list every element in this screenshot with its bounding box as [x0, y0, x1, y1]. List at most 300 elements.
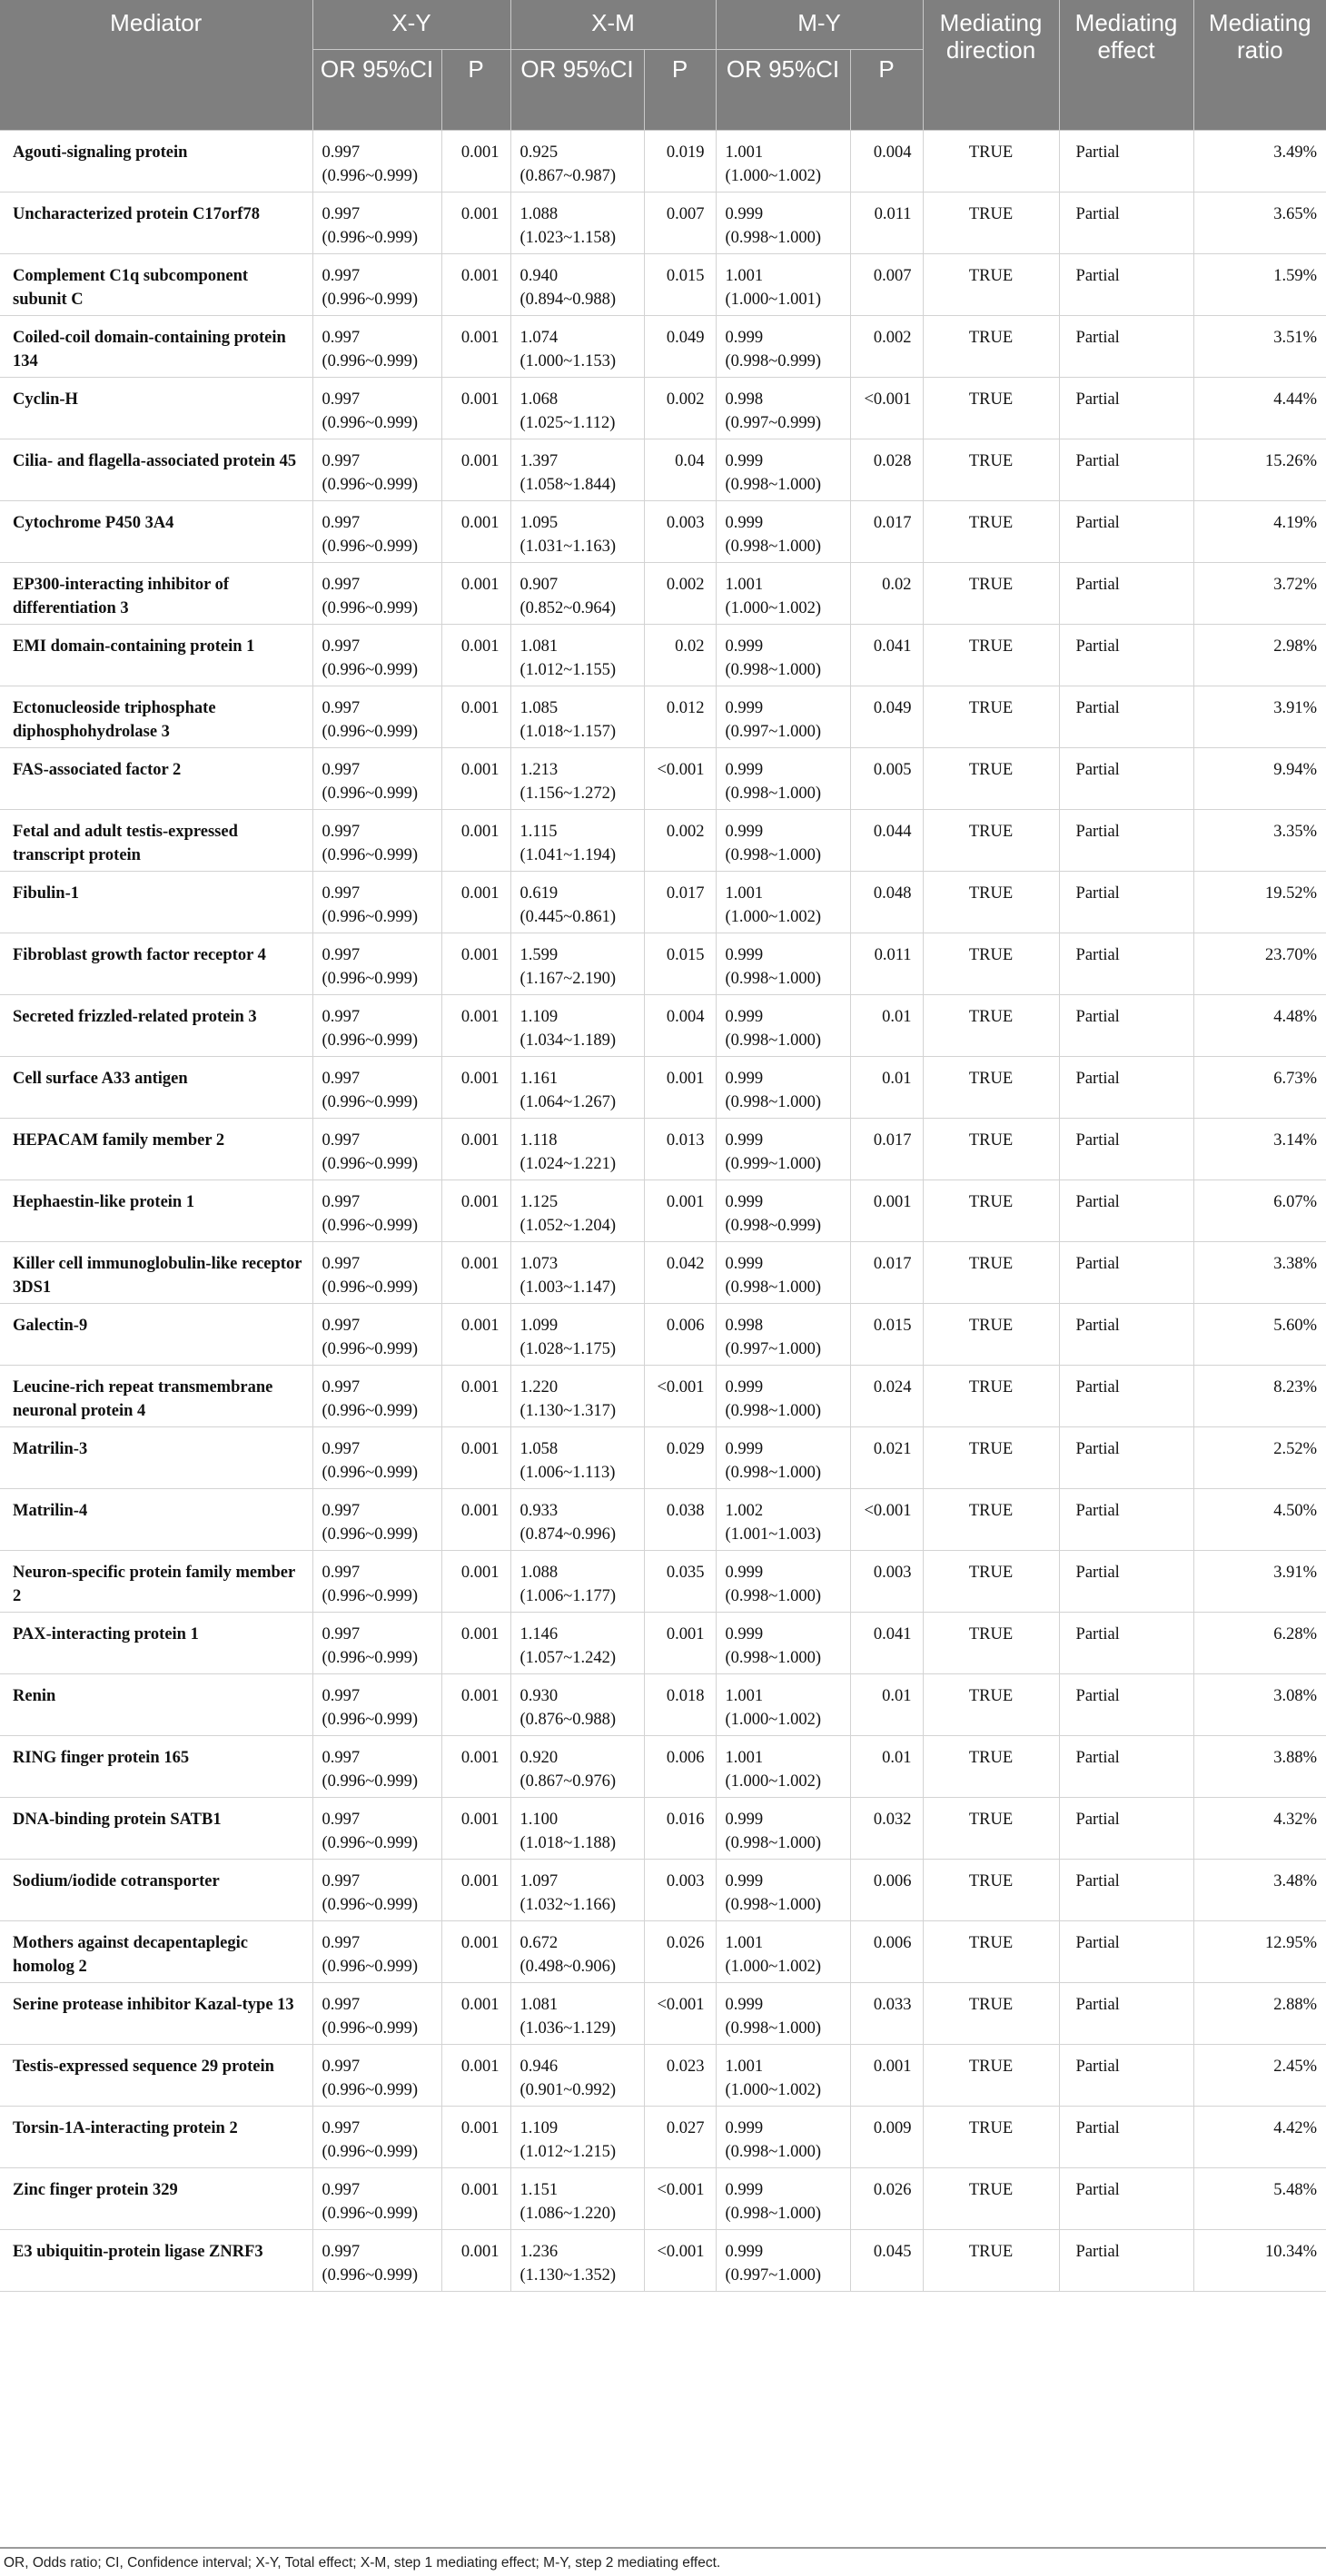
confidence-interval-value: (1.003~1.147) [520, 1278, 617, 1297]
odds-ratio-value: 0.997 [322, 2119, 361, 2137]
table-row [0, 625, 1326, 686]
odds-ratio-value: 1.213 [520, 761, 559, 779]
odds-ratio-value: 1.151 [520, 2181, 559, 2199]
table-row [0, 378, 1326, 439]
xm-or-ci-cell [510, 872, 644, 933]
confidence-interval-value: (0.998~1.000) [725, 970, 822, 988]
mediator-name: Torsin-1A-interacting protein 2 [0, 2107, 312, 2168]
xm-or-ci-cell [510, 2230, 644, 2292]
xm-or-ci-cell [510, 1551, 644, 1613]
xm-or-ci-cell [510, 1798, 644, 1860]
xy-p-value: 0.001 [441, 1860, 510, 1921]
odds-ratio-value: 0.999 [725, 823, 764, 841]
confidence-interval-value: (0.996~0.999) [322, 352, 419, 370]
xm-or-ci-cell [510, 1242, 644, 1304]
xm-or-ci-cell [510, 1119, 644, 1180]
xy-p-value: 0.001 [441, 1489, 510, 1551]
xm-p-value: <0.001 [644, 748, 716, 810]
odds-ratio-value: 1.115 [520, 823, 558, 841]
xy-p-value: 0.001 [441, 1921, 510, 1983]
confidence-interval-value: (0.996~0.999) [322, 1958, 419, 1976]
my-or-ci-cell [716, 1798, 850, 1860]
confidence-interval-value: (0.894~0.988) [520, 291, 617, 309]
odds-ratio-value: 0.997 [322, 1811, 361, 1829]
my-or-ci-cell [716, 1613, 850, 1674]
table-row [0, 748, 1326, 810]
my-or-ci-cell [716, 1242, 850, 1304]
my-or-ci-cell [716, 2230, 850, 2292]
table-row [0, 1674, 1326, 1736]
xy-or-ci-cell [312, 933, 441, 995]
mediating-direction-value: TRUE [923, 1551, 1059, 1613]
xy-or-ci-cell [312, 2045, 441, 2107]
mediating-ratio-value: 3.72% [1193, 563, 1326, 625]
mediating-effect-value: Partial [1059, 1119, 1193, 1180]
mediating-effect-value: Partial [1059, 2107, 1193, 2168]
mediating-ratio-value: 8.23% [1193, 1366, 1326, 1427]
confidence-interval-value: (1.006~1.177) [520, 1587, 617, 1605]
confidence-interval-value: (1.023~1.158) [520, 229, 617, 247]
confidence-interval-value: (0.998~1.000) [725, 1649, 822, 1667]
xy-or-ci-cell [312, 748, 441, 810]
table-row [0, 1798, 1326, 1860]
header-mediator: Mediator [0, 0, 312, 131]
odds-ratio-value: 0.999 [725, 2243, 764, 2261]
xy-or-ci-cell [312, 2230, 441, 2292]
mediating-effect-value: Partial [1059, 995, 1193, 1057]
odds-ratio-value: 0.999 [725, 1255, 764, 1273]
confidence-interval-value: (0.996~0.999) [322, 785, 419, 803]
confidence-interval-value: (1.024~1.221) [520, 1155, 617, 1173]
xm-p-value: 0.004 [644, 995, 716, 1057]
xy-p-value: 0.001 [441, 1242, 510, 1304]
mediator-name: Agouti-signaling protein [0, 131, 312, 192]
my-or-ci-cell [716, 378, 850, 439]
table-row [0, 2045, 1326, 2107]
mediating-effect-value: Partial [1059, 501, 1193, 563]
confidence-interval-value: (0.998~1.000) [725, 846, 822, 864]
my-p-value: 0.049 [850, 686, 923, 748]
xy-or-ci-cell [312, 995, 441, 1057]
odds-ratio-value: 0.997 [322, 823, 361, 841]
mediating-direction-value: TRUE [923, 1983, 1059, 2045]
my-p-value: 0.032 [850, 1798, 923, 1860]
confidence-interval-value: (0.996~0.999) [322, 476, 419, 494]
mediating-ratio-value: 3.65% [1193, 192, 1326, 254]
mediator-name: Killer cell immunoglobulin-like receptor 3DS1 [0, 1242, 312, 1304]
xm-or-ci-cell [510, 1921, 644, 1983]
confidence-interval-value: (0.998~1.000) [725, 785, 822, 803]
table-row [0, 131, 1326, 192]
mediating-effect-value: Partial [1059, 1613, 1193, 1674]
mediating-ratio-value: 2.98% [1193, 625, 1326, 686]
mediating-ratio-value: 6.07% [1193, 1180, 1326, 1242]
mediating-effect-value: Partial [1059, 686, 1193, 748]
odds-ratio-value: 0.999 [725, 1440, 764, 1458]
table-body [0, 131, 1326, 2292]
odds-ratio-value: 1.097 [520, 1872, 559, 1890]
odds-ratio-value: 0.997 [322, 452, 361, 470]
confidence-interval-value: (0.876~0.988) [520, 1711, 617, 1729]
odds-ratio-value: 0.997 [322, 2181, 361, 2199]
mediating-effect-value: Partial [1059, 1304, 1193, 1366]
xy-p-value: 0.001 [441, 1119, 510, 1180]
table-row [0, 1304, 1326, 1366]
mediating-effect-value: Partial [1059, 316, 1193, 378]
mediating-ratio-value: 4.50% [1193, 1489, 1326, 1551]
mediating-direction-value: TRUE [923, 748, 1059, 810]
my-p-value: 0.001 [850, 1180, 923, 1242]
mediator-name: Cilia- and flagella-associated protein 45 [0, 439, 312, 501]
confidence-interval-value: (1.036~1.129) [520, 2019, 617, 2038]
odds-ratio-value: 1.068 [520, 390, 559, 409]
mediating-direction-value: TRUE [923, 686, 1059, 748]
odds-ratio-value: 1.074 [520, 329, 559, 347]
xm-or-ci-cell [510, 1180, 644, 1242]
confidence-interval-value: (0.445~0.861) [520, 908, 617, 926]
xm-or-ci-cell [510, 933, 644, 995]
odds-ratio-value: 1.220 [520, 1378, 559, 1397]
mediator-name: FAS-associated factor 2 [0, 748, 312, 810]
xy-p-value: 0.001 [441, 316, 510, 378]
mediating-direction-value: TRUE [923, 1180, 1059, 1242]
mediator-name: Matrilin-3 [0, 1427, 312, 1489]
confidence-interval-value: (1.052~1.204) [520, 1217, 617, 1235]
xy-p-value: 0.001 [441, 1304, 510, 1366]
confidence-interval-value: (0.996~0.999) [322, 229, 419, 247]
my-p-value: 0.044 [850, 810, 923, 872]
confidence-interval-value: (0.998~1.000) [725, 229, 822, 247]
xm-or-ci-cell [510, 1613, 644, 1674]
mediator-name: Leucine-rich repeat transmembrane neuronal protein 4 [0, 1366, 312, 1427]
mediating-ratio-value: 2.88% [1193, 1983, 1326, 2045]
xm-p-value: 0.012 [644, 686, 716, 748]
mediating-effect-value: Partial [1059, 1921, 1193, 1983]
xm-or-ci-cell [510, 2107, 644, 2168]
mediating-effect-value: Partial [1059, 1860, 1193, 1921]
xm-p-value: 0.026 [644, 1921, 716, 1983]
odds-ratio-value: 0.907 [520, 576, 559, 594]
xy-or-ci-cell [312, 1674, 441, 1736]
mediating-direction-value: TRUE [923, 131, 1059, 192]
my-or-ci-cell [716, 1551, 850, 1613]
mediating-direction-value: TRUE [923, 1304, 1059, 1366]
confidence-interval-value: (0.996~0.999) [322, 599, 419, 617]
xm-p-value: 0.029 [644, 1427, 716, 1489]
confidence-interval-value: (1.000~1.002) [725, 1772, 822, 1791]
odds-ratio-value: 1.001 [725, 576, 764, 594]
odds-ratio-value: 0.997 [322, 1687, 361, 1705]
odds-ratio-value: 1.109 [520, 2119, 559, 2137]
mediating-direction-value: TRUE [923, 625, 1059, 686]
confidence-interval-value: (1.000~1.002) [725, 1711, 822, 1729]
odds-ratio-value: 0.920 [520, 1749, 559, 1767]
odds-ratio-value: 0.997 [322, 143, 361, 162]
header-xy-or-ci: OR 95%CI [312, 50, 441, 131]
mediating-effect-value: Partial [1059, 439, 1193, 501]
odds-ratio-value: 0.997 [322, 1008, 361, 1026]
odds-ratio-value: 0.619 [520, 884, 559, 903]
my-or-ci-cell [716, 1427, 850, 1489]
odds-ratio-value: 0.999 [725, 1996, 764, 2014]
my-or-ci-cell [716, 1983, 850, 2045]
mediating-effect-value: Partial [1059, 1489, 1193, 1551]
xy-or-ci-cell [312, 625, 441, 686]
my-p-value: 0.007 [850, 254, 923, 316]
xm-p-value: 0.006 [644, 1736, 716, 1798]
odds-ratio-value: 1.001 [725, 143, 764, 162]
my-or-ci-cell [716, 1180, 850, 1242]
mediator-name: E3 ubiquitin-protein ligase ZNRF3 [0, 2230, 312, 2292]
odds-ratio-value: 1.125 [520, 1193, 559, 1211]
odds-ratio-value: 0.999 [725, 205, 764, 223]
xm-or-ci-cell [510, 1489, 644, 1551]
my-p-value: 0.001 [850, 2045, 923, 2107]
confidence-interval-value: (0.996~0.999) [322, 1772, 419, 1791]
xy-p-value: 0.001 [441, 2168, 510, 2230]
my-p-value: <0.001 [850, 378, 923, 439]
odds-ratio-value: 0.997 [322, 1440, 361, 1458]
confidence-interval-value: (0.998~1.000) [725, 1834, 822, 1852]
odds-ratio-value: 0.999 [725, 1811, 764, 1829]
confidence-interval-value: (0.996~0.999) [322, 1834, 419, 1852]
my-or-ci-cell [716, 254, 850, 316]
odds-ratio-value: 1.397 [520, 452, 559, 470]
my-or-ci-cell [716, 748, 850, 810]
xm-or-ci-cell [510, 563, 644, 625]
confidence-interval-value: (0.996~0.999) [322, 538, 419, 556]
confidence-interval-value: (0.999~1.000) [725, 1155, 822, 1173]
mediating-ratio-value: 2.45% [1193, 2045, 1326, 2107]
my-or-ci-cell [716, 439, 850, 501]
my-or-ci-cell [716, 1921, 850, 1983]
odds-ratio-value: 0.997 [322, 1193, 361, 1211]
confidence-interval-value: (0.997~0.999) [725, 414, 822, 432]
mediator-name: Galectin-9 [0, 1304, 312, 1366]
mediating-direction-value: TRUE [923, 1921, 1059, 1983]
odds-ratio-value: 0.997 [322, 637, 361, 656]
mediating-effect-value: Partial [1059, 1983, 1193, 2045]
xy-or-ci-cell [312, 563, 441, 625]
mediating-ratio-value: 3.14% [1193, 1119, 1326, 1180]
confidence-interval-value: (1.041~1.194) [520, 846, 617, 864]
table-row [0, 1489, 1326, 1551]
mediator-name: HEPACAM family member 2 [0, 1119, 312, 1180]
confidence-interval-value: (1.034~1.189) [520, 1031, 617, 1050]
my-p-value: 0.017 [850, 1119, 923, 1180]
xm-or-ci-cell [510, 439, 644, 501]
xm-or-ci-cell [510, 131, 644, 192]
mediating-direction-value: TRUE [923, 501, 1059, 563]
my-or-ci-cell [716, 1860, 850, 1921]
confidence-interval-value: (0.996~0.999) [322, 1340, 419, 1358]
xm-or-ci-cell [510, 192, 644, 254]
xm-or-ci-cell [510, 1366, 644, 1427]
header-my-or-ci: OR 95%CI [716, 50, 850, 131]
xm-p-value: 0.023 [644, 2045, 716, 2107]
confidence-interval-value: (0.867~0.976) [520, 1772, 617, 1791]
odds-ratio-value: 0.997 [322, 1872, 361, 1890]
confidence-interval-value: (1.058~1.844) [520, 476, 617, 494]
odds-ratio-value: 1.161 [520, 1070, 559, 1088]
mediating-direction-value: TRUE [923, 933, 1059, 995]
mediating-ratio-value: 4.48% [1193, 995, 1326, 1057]
confidence-interval-value: (0.996~0.999) [322, 1464, 419, 1482]
xy-or-ci-cell [312, 131, 441, 192]
confidence-interval-value: (0.998~1.000) [725, 1278, 822, 1297]
odds-ratio-value: 0.999 [725, 2119, 764, 2137]
mediator-name: DNA-binding protein SATB1 [0, 1798, 312, 1860]
mediating-ratio-value: 3.51% [1193, 316, 1326, 378]
mediator-name: Mothers against decapentaplegic homolog 2 [0, 1921, 312, 1983]
confidence-interval-value: (1.025~1.112) [520, 414, 616, 432]
odds-ratio-value: 0.997 [322, 1131, 361, 1150]
xm-p-value: 0.002 [644, 563, 716, 625]
confidence-interval-value: (1.086~1.220) [520, 2205, 617, 2223]
confidence-interval-value: (0.498~0.906) [520, 1958, 617, 1976]
mediating-ratio-value: 5.48% [1193, 2168, 1326, 2230]
mediating-direction-value: TRUE [923, 439, 1059, 501]
xy-p-value: 0.001 [441, 378, 510, 439]
xm-p-value: 0.049 [644, 316, 716, 378]
xy-p-value: 0.001 [441, 1736, 510, 1798]
xy-p-value: 0.001 [441, 2107, 510, 2168]
my-p-value: 0.045 [850, 2230, 923, 2292]
mediating-direction-value: TRUE [923, 254, 1059, 316]
mediating-effect-value: Partial [1059, 563, 1193, 625]
xy-or-ci-cell [312, 1304, 441, 1366]
odds-ratio-value: 0.999 [725, 1008, 764, 1026]
xm-or-ci-cell [510, 1860, 644, 1921]
odds-ratio-value: 1.109 [520, 1008, 559, 1026]
mediating-effect-value: Partial [1059, 131, 1193, 192]
mediating-ratio-value: 6.73% [1193, 1057, 1326, 1119]
mediating-effect-value: Partial [1059, 192, 1193, 254]
odds-ratio-value: 0.997 [322, 514, 361, 532]
mediating-effect-value: Partial [1059, 1674, 1193, 1736]
mediating-effect-value: Partial [1059, 378, 1193, 439]
xy-or-ci-cell [312, 810, 441, 872]
confidence-interval-value: (0.998~1.000) [725, 2019, 822, 2038]
xm-or-ci-cell [510, 686, 644, 748]
my-p-value: 0.024 [850, 1366, 923, 1427]
mediating-effect-value: Partial [1059, 872, 1193, 933]
confidence-interval-value: (0.998~0.999) [725, 1217, 822, 1235]
xm-p-value: 0.019 [644, 131, 716, 192]
header-xm-p: P [644, 50, 716, 131]
my-p-value: 0.004 [850, 131, 923, 192]
mediator-name: Zinc finger protein 329 [0, 2168, 312, 2230]
table-row [0, 1242, 1326, 1304]
mediating-direction-value: TRUE [923, 2045, 1059, 2107]
mediating-ratio-value: 4.32% [1193, 1798, 1326, 1860]
xy-p-value: 0.001 [441, 1551, 510, 1613]
my-or-ci-cell [716, 2168, 850, 2230]
mediator-name: PAX-interacting protein 1 [0, 1613, 312, 1674]
odds-ratio-value: 1.236 [520, 2243, 559, 2261]
xm-p-value: 0.018 [644, 1674, 716, 1736]
odds-ratio-value: 1.001 [725, 2058, 764, 2076]
table-row [0, 1366, 1326, 1427]
xy-or-ci-cell [312, 1119, 441, 1180]
xm-or-ci-cell [510, 1304, 644, 1366]
confidence-interval-value: (0.998~1.000) [725, 1031, 822, 1050]
confidence-interval-value: (0.996~0.999) [322, 414, 419, 432]
my-p-value: 0.01 [850, 1674, 923, 1736]
odds-ratio-value: 0.997 [322, 884, 361, 903]
mediator-name: Coiled-coil domain-containing protein 134 [0, 316, 312, 378]
xm-or-ci-cell [510, 810, 644, 872]
mediating-direction-value: TRUE [923, 378, 1059, 439]
odds-ratio-value: 1.099 [520, 1317, 559, 1335]
confidence-interval-value: (1.064~1.267) [520, 1093, 617, 1111]
confidence-interval-value: (0.996~0.999) [322, 291, 419, 309]
mediating-direction-value: TRUE [923, 2107, 1059, 2168]
odds-ratio-value: 1.058 [520, 1440, 559, 1458]
xy-or-ci-cell [312, 1427, 441, 1489]
table-row [0, 810, 1326, 872]
my-p-value: 0.006 [850, 1860, 923, 1921]
mediating-ratio-value: 10.34% [1193, 2230, 1326, 2292]
xm-or-ci-cell [510, 2045, 644, 2107]
mediator-name: Renin [0, 1674, 312, 1736]
confidence-interval-value: (0.901~0.992) [520, 2081, 617, 2099]
confidence-interval-value: (0.996~0.999) [322, 2205, 419, 2223]
confidence-interval-value: (0.998~1.000) [725, 1093, 822, 1111]
odds-ratio-value: 0.999 [725, 946, 764, 964]
odds-ratio-value: 0.999 [725, 1872, 764, 1890]
confidence-interval-value: (1.000~1.002) [725, 908, 822, 926]
header-mediating-ratio: Mediating ratio [1193, 0, 1326, 131]
odds-ratio-value: 0.999 [725, 761, 764, 779]
table-row [0, 1736, 1326, 1798]
my-p-value: 0.006 [850, 1921, 923, 1983]
odds-ratio-value: 1.073 [520, 1255, 559, 1273]
xm-or-ci-cell [510, 254, 644, 316]
mediator-name: Cell surface A33 antigen [0, 1057, 312, 1119]
odds-ratio-value: 1.085 [520, 699, 559, 717]
mediating-ratio-value: 3.48% [1193, 1860, 1326, 1921]
xm-p-value: 0.001 [644, 1057, 716, 1119]
confidence-interval-value: (0.998~0.999) [725, 352, 822, 370]
confidence-interval-value: (0.996~0.999) [322, 2081, 419, 2099]
xy-or-ci-cell [312, 2107, 441, 2168]
confidence-interval-value: (1.156~1.272) [520, 785, 617, 803]
mediating-direction-value: TRUE [923, 1674, 1059, 1736]
odds-ratio-value: 0.672 [520, 1934, 559, 1952]
table-row [0, 316, 1326, 378]
my-p-value: 0.033 [850, 1983, 923, 2045]
confidence-interval-value: (0.996~0.999) [322, 1093, 419, 1111]
xm-p-value: 0.006 [644, 1304, 716, 1366]
my-or-ci-cell [716, 316, 850, 378]
xm-p-value: 0.003 [644, 501, 716, 563]
confidence-interval-value: (1.018~1.188) [520, 1834, 617, 1852]
mediating-effect-value: Partial [1059, 1242, 1193, 1304]
xm-or-ci-cell [510, 748, 644, 810]
confidence-interval-value: (0.996~0.999) [322, 1278, 419, 1297]
odds-ratio-value: 0.997 [322, 1255, 361, 1273]
odds-ratio-value: 0.997 [322, 1378, 361, 1397]
xy-or-ci-cell [312, 378, 441, 439]
my-p-value: 0.041 [850, 1613, 923, 1674]
confidence-interval-value: (0.998~1.000) [725, 661, 822, 679]
table-row [0, 2107, 1326, 2168]
odds-ratio-value: 0.997 [322, 1502, 361, 1520]
my-or-ci-cell [716, 131, 850, 192]
mediating-ratio-value: 3.35% [1193, 810, 1326, 872]
odds-ratio-value: 0.997 [322, 1625, 361, 1643]
